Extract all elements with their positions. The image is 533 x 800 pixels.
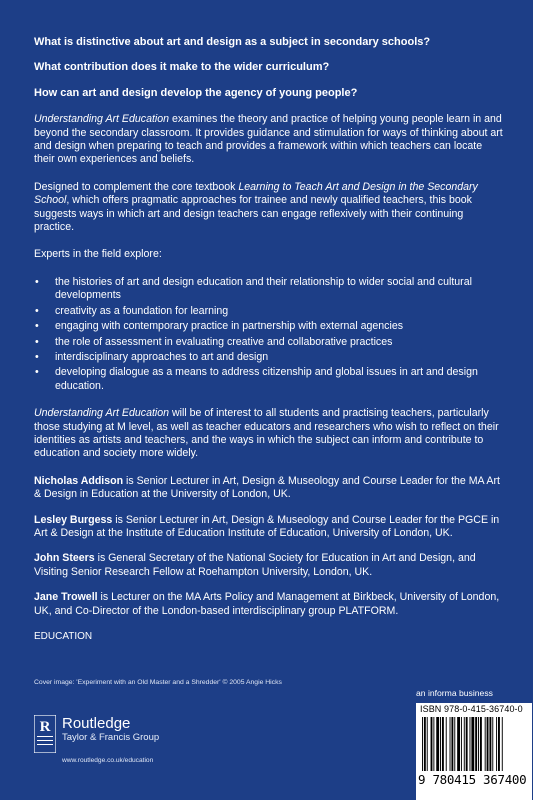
barcode-bar [466, 717, 468, 771]
question-1: What is distinctive about art and design as a subject in secondary schools? [34, 36, 431, 48]
complement-pre: Designed to complement the core textbook [34, 180, 239, 193]
intro-book-title: Understanding Art Education [34, 113, 170, 126]
experts-heading: Experts in the field explore: [34, 248, 162, 261]
intro-paragraph [34, 113, 504, 167]
question-3: How can art and design develop the agency of young people? [34, 86, 358, 99]
back-cover-text [34, 36, 504, 643]
barcode-bar [446, 717, 447, 771]
audience-book-title: Understanding Art Education [34, 407, 170, 420]
author-name: Jane Trowell [34, 591, 98, 604]
barcode-bar [442, 717, 444, 771]
list-item: • the role of assessment in evaluating creative and collaborative practices [34, 336, 504, 349]
barcode-bar [502, 717, 503, 771]
routledge-logo-icon [34, 715, 56, 753]
list-item: • developing dialogue as a means to address citizenship and global issues in art and design education. [34, 366, 504, 393]
isbn-label: ISBN 978-0-415-36740-0 [420, 704, 523, 714]
publisher-logo [34, 715, 159, 753]
barcode-digits: 9 780415 367400 [418, 772, 527, 787]
complement-book-title: Learning to Teach Art and Design in the Secondary School [34, 180, 478, 207]
barcode-bar [485, 717, 486, 771]
barcode-bar [480, 717, 482, 771]
informa-tagline: an informa business [416, 688, 493, 698]
barcode-bar [454, 717, 455, 771]
barcode-bar [487, 717, 489, 771]
isbn-barcode [416, 703, 532, 800]
barcode-bar [470, 717, 471, 771]
list-item: • interdisciplinary approaches to art and design [34, 351, 504, 364]
author-bio [34, 591, 504, 618]
logo-letter: R [39, 719, 51, 735]
barcode-bar [461, 717, 462, 771]
barcode-bar [496, 717, 497, 771]
author-name: John Steers [34, 552, 95, 565]
list-item: • creativity as a foundation for learning [34, 305, 504, 318]
barcode-bar [424, 717, 426, 771]
complement-post: , which offers pragmatic approaches for trainee and newly qualified teachers, this book suggests ways in which art and design teachers can engage reflexively with their continuing practice. [34, 194, 472, 234]
list-item: • the histories of art and design education and their relationship to wider social and cultural developments [34, 276, 504, 303]
publisher-group: Taylor & Francis Group [62, 732, 160, 743]
barcode-bar [489, 717, 491, 771]
barcode-bar [422, 717, 423, 771]
author-name: Nicholas Addison [34, 474, 124, 487]
audience-text: will be of interest to all students and practising teachers, particularly those studying at M level, as well as teacher educators and researchers who wish to reflect on their identities as artists and teachers, and the ways in which the subject can inform and contribute to education and society more widely. [34, 407, 499, 460]
author-bio-text: is General Secretary of the National Society for Education in Art and Design, and Visiting Senior Research Fellow at Roehampton University, London, UK. [34, 552, 476, 578]
barcode-bar [451, 717, 453, 771]
cover-image-credit: Cover image: 'Experiment with an Old Master and a Shredder' © 2005 Angie Hicks [34, 679, 282, 686]
author-name: Lesley Burgess [34, 513, 113, 526]
author-bio-text: is Senior Lecturer in Art, Design & Museology and Course Leader for the PGCE in Art & Design at the Institute of Education Institute of Education, University of London, UK. [34, 513, 500, 539]
barcode-bar [436, 717, 439, 771]
subject-category: EDUCATION [34, 631, 93, 642]
barcode-bar [450, 717, 451, 771]
intro-text: examines the theory and practice of helping young people learn in and beyond the secondary classroom. It provides guidance and stimulation for ways of thinking about art and design when preparing to teach and provides a framework within which teachers can locate their own experiences and beliefs. [34, 113, 503, 166]
barcode-bar [471, 717, 474, 771]
publisher-url: www.routledge.co.uk/education [62, 757, 154, 764]
publisher-name-block [62, 715, 159, 743]
topics-list [34, 276, 504, 393]
complement-paragraph [34, 181, 504, 235]
barcode-bar [478, 717, 479, 771]
audience-paragraph [34, 407, 504, 461]
barcode-bar [492, 717, 493, 771]
author-bio [34, 475, 504, 502]
barcode-bar [433, 717, 434, 771]
barcode-bar [464, 717, 465, 771]
barcode-bars [420, 717, 528, 773]
barcode-bar [457, 717, 460, 771]
author-bio [34, 552, 504, 579]
author-bio-text: is Senior Lecturer in Art, Design & Museology and Course Leader for the MA Art & Design in Education at the University of London, UK. [34, 474, 500, 501]
author-bio [34, 514, 504, 541]
publisher-name: Routledge [62, 715, 131, 732]
barcode-bar [475, 717, 477, 771]
barcode-bar [431, 717, 433, 771]
barcode-bar [498, 717, 500, 771]
list-item: • engaging with contemporary practice in partnership with external agencies [34, 320, 504, 333]
author-bio-text: is Lecturer on the MA Arts Policy and Management at Birkbeck, University of London, UK, and Co-Director of the London-based interdisciplinary group PLATFORM. [34, 591, 500, 617]
barcode-bar [427, 717, 428, 771]
barcode-bar [440, 717, 441, 771]
question-2: What contribution does it make to the wider curriculum? [34, 61, 330, 74]
